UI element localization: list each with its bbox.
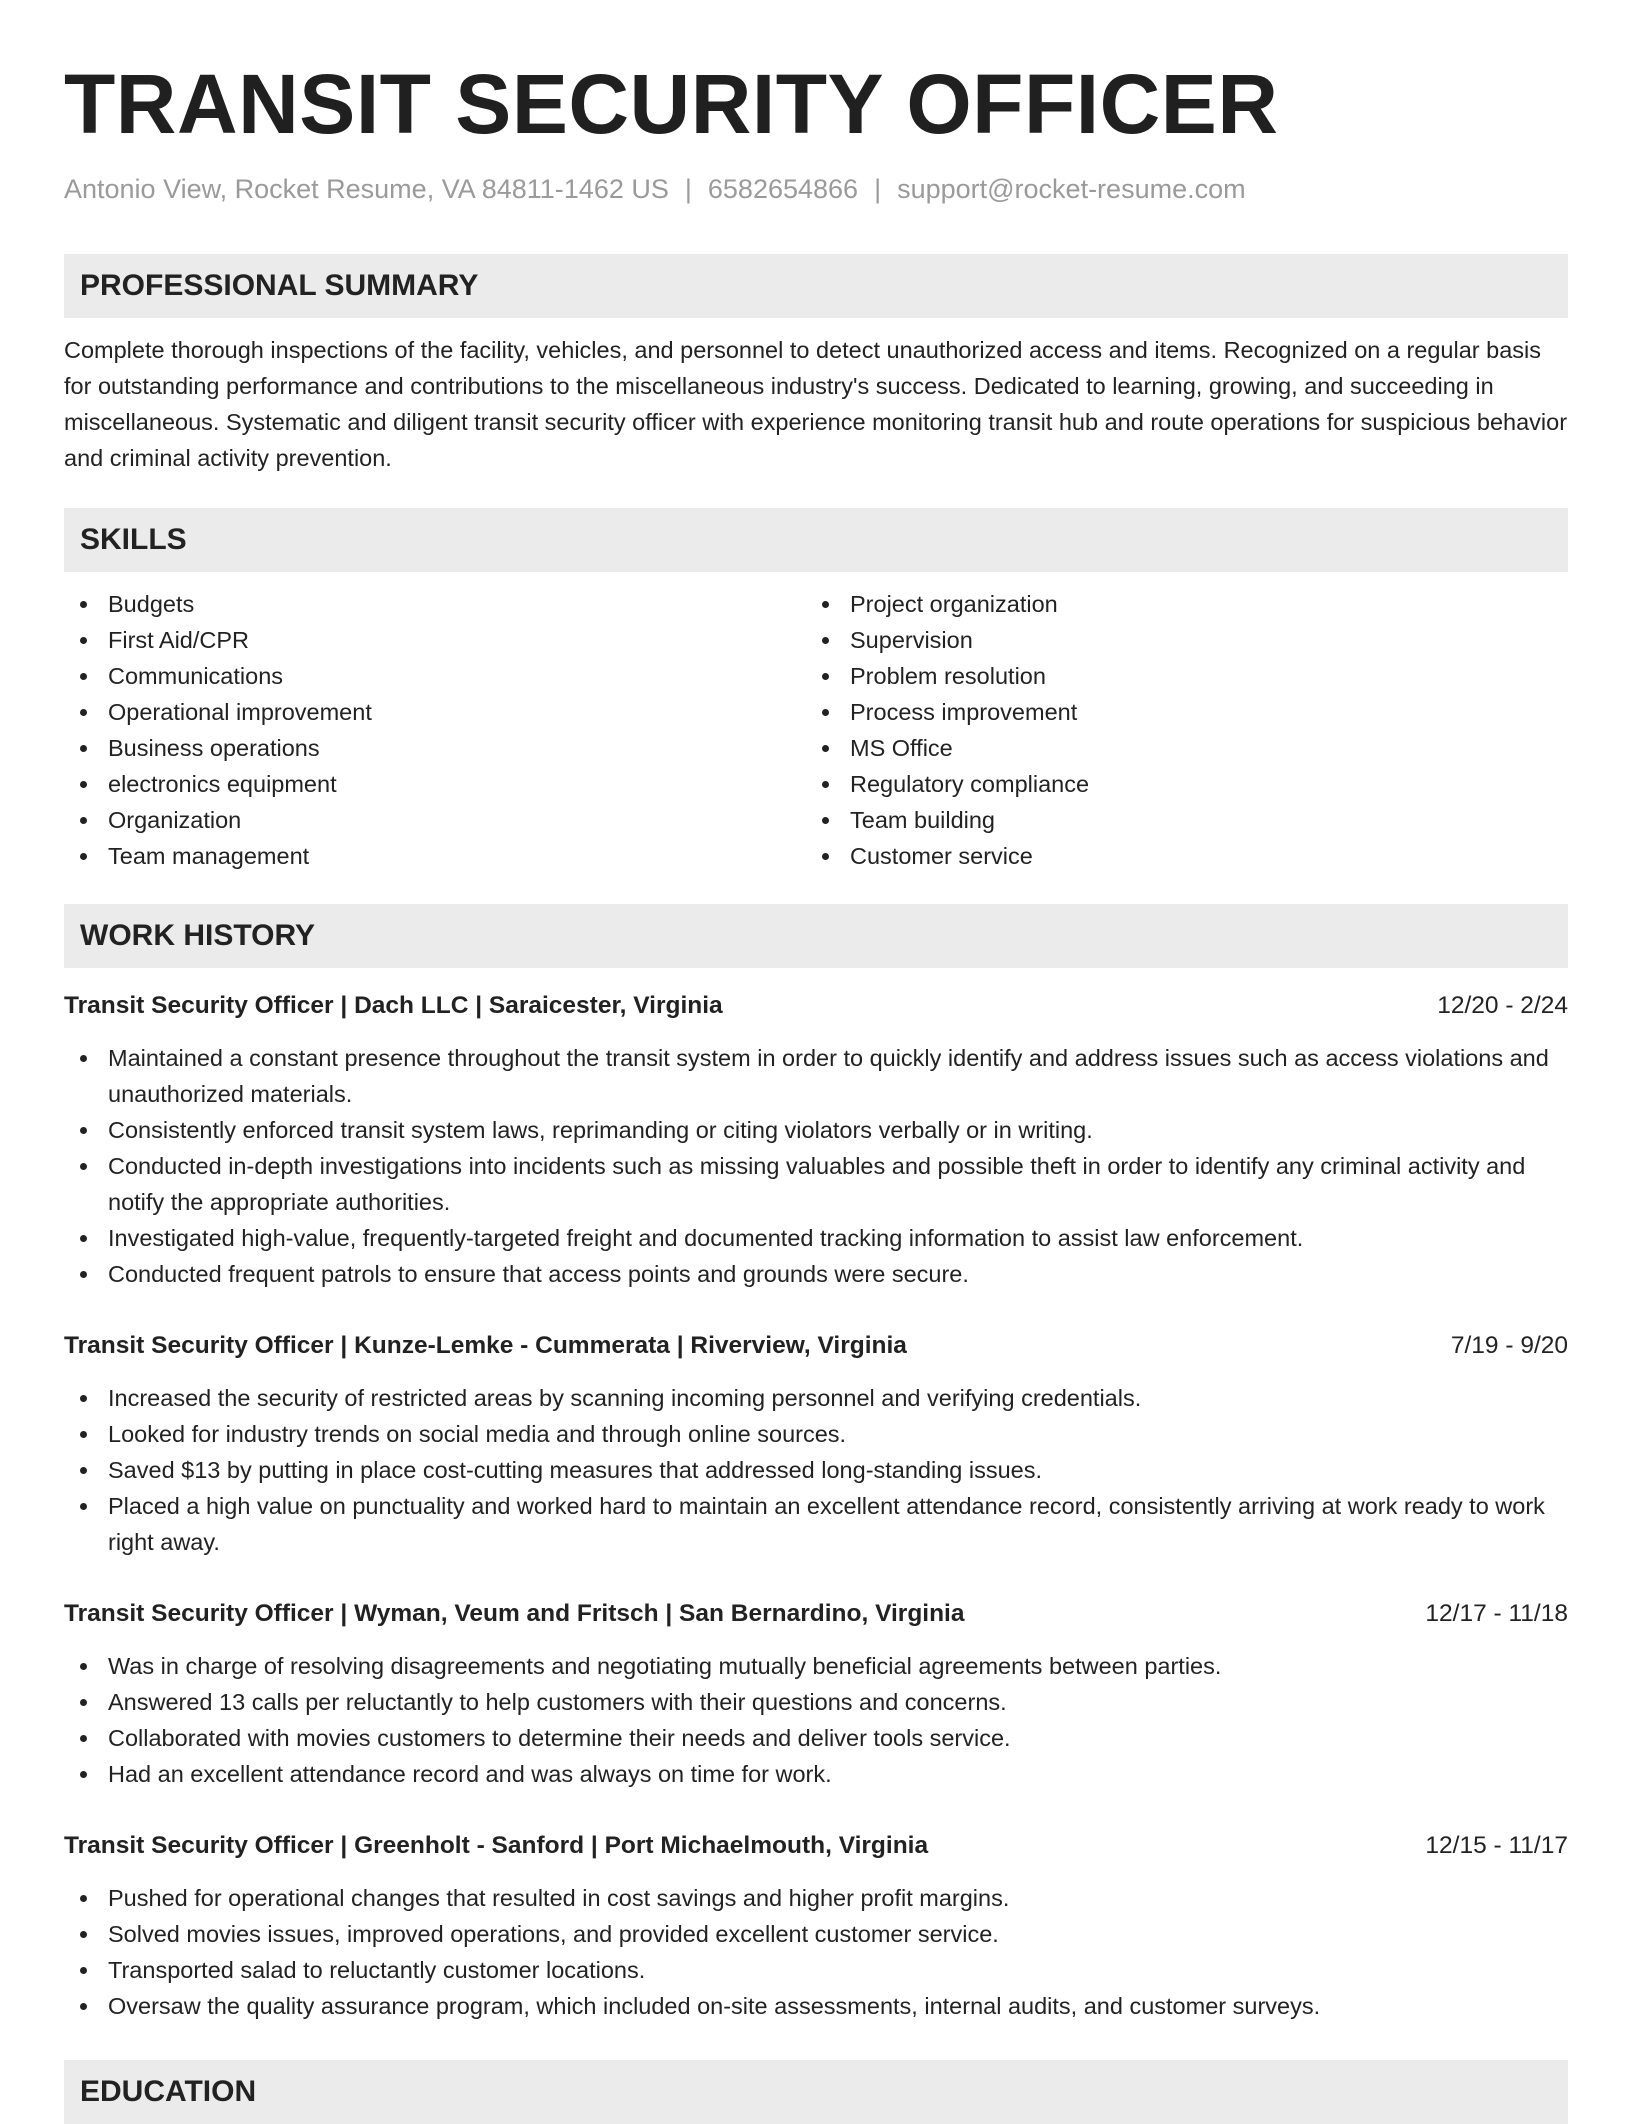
section-heading-summary: PROFESSIONAL SUMMARY <box>64 254 1568 318</box>
job-bullet: Placed a high value on punctuality and worked hard to maintain an excellent attendance record, consistently arriving at work ready to work right away. <box>64 1488 1568 1560</box>
section-heading-skills: SKILLS <box>64 508 1568 572</box>
job-dates: 12/15 - 11/17 <box>1425 1832 1568 1859</box>
skills-list <box>64 586 1568 874</box>
job-bullets <box>64 1040 1568 1292</box>
skill-item: First Aid/CPR <box>64 622 806 658</box>
job-title: Transit Security Officer | Kunze-Lemke - Cummerata | Riverview, Virginia <box>64 1332 907 1359</box>
skill-item: electronics equipment <box>64 766 806 802</box>
summary-text: Complete thorough inspections of the facility, vehicles, and personnel to detect unauthorized access and items. Recognized on a regular basis for outstanding performance and contributions to the miscellaneous industry's success. Dedicated to learning, growing, and succeeding in miscellaneous. Systematic and diligent transit security officer with experience monitoring transit hub and route operations for suspicious behavior and criminal activity prevention. <box>64 337 1568 471</box>
skill-item: Process improvement <box>806 694 1548 730</box>
skill-item: Problem resolution <box>806 658 1548 694</box>
job-bullet: Saved $13 by putting in place cost-cutting measures that addressed long-standing issues. <box>64 1452 1568 1488</box>
job-header <box>64 1596 1568 1632</box>
skills-column-right <box>806 586 1548 874</box>
job-bullet: Conducted frequent patrols to ensure that access points and grounds were secure. <box>64 1256 1568 1292</box>
section-heading-education: EDUCATION <box>64 2060 1568 2124</box>
job-bullets <box>64 1648 1568 1792</box>
skill-item: Organization <box>64 802 806 838</box>
job-bullet: Solved movies issues, improved operations, and provided excellent customer service. <box>64 1916 1568 1952</box>
job-dates: 12/20 - 2/24 <box>1437 992 1568 1019</box>
contact-separator: | <box>684 174 692 204</box>
job-bullet: Had an excellent attendance record and was always on time for work. <box>64 1756 1568 1792</box>
skills-column-left <box>64 586 806 874</box>
job-header <box>64 1828 1568 1864</box>
job-bullet: Consistently enforced transit system laws, reprimanding or citing violators verbally or in writing. <box>64 1112 1568 1148</box>
job-dates: 12/17 - 11/18 <box>1425 1600 1568 1627</box>
contact-line <box>64 172 1568 206</box>
job-entry <box>64 1328 1568 1560</box>
job-bullet: Maintained a constant presence throughout the transit system in order to quickly identify and address issues such as access violations and unauthorized materials. <box>64 1040 1568 1112</box>
contact-address: Antonio View, Rocket Resume, VA 84811-1462 US <box>64 174 669 204</box>
job-bullet: Was in charge of resolving disagreements and negotiating mutually beneficial agreements between parties. <box>64 1648 1568 1684</box>
job-title: Transit Security Officer | Greenholt - Sanford | Port Michaelmouth, Virginia <box>64 1832 929 1859</box>
job-bullet: Collaborated with movies customers to determine their needs and deliver tools service. <box>64 1720 1568 1756</box>
job-bullet: Transported salad to reluctantly customer locations. <box>64 1952 1568 1988</box>
job-bullets <box>64 1880 1568 2024</box>
job-header <box>64 1328 1568 1364</box>
job-bullet: Pushed for operational changes that resulted in cost savings and higher profit margins. <box>64 1880 1568 1916</box>
job-bullet: Answered 13 calls per reluctantly to help customers with their questions and concerns. <box>64 1684 1568 1720</box>
skill-item: Supervision <box>806 622 1548 658</box>
skill-item: Business operations <box>64 730 806 766</box>
skill-item: Team management <box>64 838 806 874</box>
job-header <box>64 988 1568 1024</box>
job-bullet: Investigated high-value, frequently-targeted freight and documented tracking information to assist law enforcement. <box>64 1220 1568 1256</box>
skill-item: Project organization <box>806 586 1548 622</box>
skill-item: Team building <box>806 802 1548 838</box>
contact-email: support@rocket-resume.com <box>897 174 1246 204</box>
skill-item: Regulatory compliance <box>806 766 1548 802</box>
job-title: Transit Security Officer | Dach LLC | Saraicester, Virginia <box>64 992 723 1019</box>
job-bullet: Looked for industry trends on social media and through online sources. <box>64 1416 1568 1452</box>
job-bullet: Oversaw the quality assurance program, which included on-site assessments, internal audits, and customer surveys. <box>64 1988 1568 2024</box>
section-heading-work-history: WORK HISTORY <box>64 904 1568 968</box>
contact-phone: 6582654866 <box>707 174 859 204</box>
skill-item: Operational improvement <box>64 694 806 730</box>
skill-item: Customer service <box>806 838 1548 874</box>
resume-name: TRANSIT SECURITY OFFICER <box>64 57 1279 151</box>
job-bullets <box>64 1380 1568 1560</box>
skill-item: Communications <box>64 658 806 694</box>
job-bullet: Conducted in-depth investigations into incidents such as missing valuables and possible theft in order to identify any criminal activity and notify the appropriate authorities. <box>64 1148 1568 1220</box>
job-entry <box>64 988 1568 1292</box>
skill-item: Budgets <box>64 586 806 622</box>
skill-item: MS Office <box>806 730 1548 766</box>
job-bullet: Increased the security of restricted areas by scanning incoming personnel and verifying credentials. <box>64 1380 1568 1416</box>
job-entry <box>64 1828 1568 2024</box>
job-title: Transit Security Officer | Wyman, Veum and Fritsch | San Bernardino, Virginia <box>64 1600 965 1627</box>
job-entry <box>64 1596 1568 1792</box>
contact-separator: | <box>874 174 882 204</box>
job-dates: 7/19 - 9/20 <box>1450 1332 1568 1359</box>
